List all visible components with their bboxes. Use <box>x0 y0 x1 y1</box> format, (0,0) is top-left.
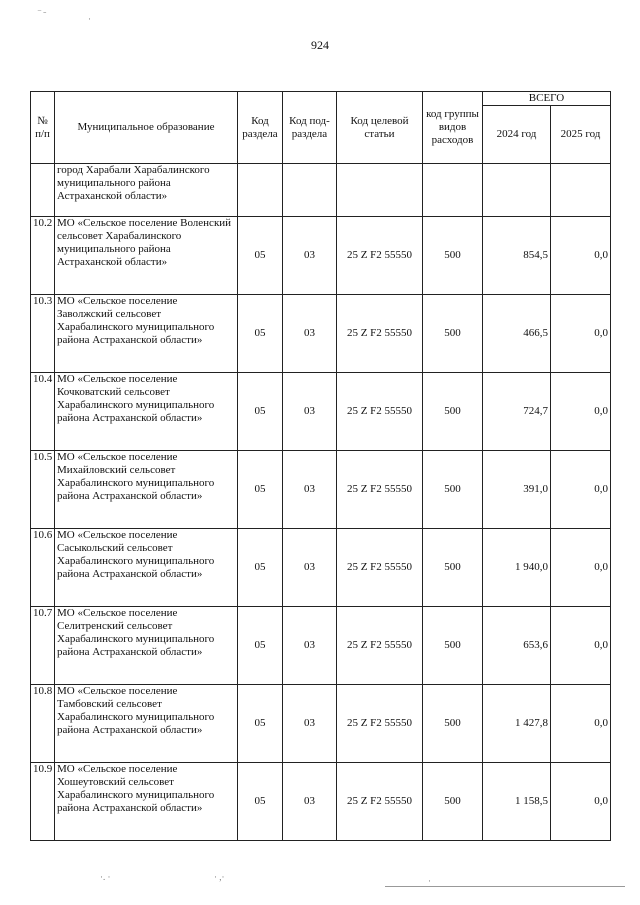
scan-mark: ‾ ˉ <box>38 10 47 20</box>
cell-num: 10.3 <box>31 295 55 373</box>
cell-2025: 0,0 <box>551 217 611 295</box>
cell-section: 05 <box>238 295 283 373</box>
cell-target: 25 Z F2 55550 <box>337 607 423 685</box>
scan-mark: · ,· <box>214 872 225 882</box>
cell-2025: 0,0 <box>551 451 611 529</box>
cell-section: 05 <box>238 451 283 529</box>
cell-group: 500 <box>423 607 483 685</box>
cell-num: 10.7 <box>31 607 55 685</box>
table-row-continued <box>31 164 611 217</box>
cell-num: 10.9 <box>31 763 55 841</box>
cell-municipality: МО «Сельское поселение Кочковатский сельсовет Харабалинского муниципального района Астраханской области» <box>55 373 238 451</box>
scan-mark: · <box>88 14 91 24</box>
header-year-2025: 2025 год <box>551 106 611 164</box>
cell-subsection: 03 <box>283 451 337 529</box>
table-row <box>31 217 611 295</box>
cell-municipality: МО «Сельское поселение Сасыкольский сельсовет Харабалинского муниципального района Астраханской области» <box>55 529 238 607</box>
cell-target: 25 Z F2 55550 <box>337 529 423 607</box>
cell-target: 25 Z F2 55550 <box>337 451 423 529</box>
cell-2024: 391,0 <box>483 451 551 529</box>
cell-target: 25 Z F2 55550 <box>337 217 423 295</box>
cell-2024 <box>483 164 551 217</box>
cell-num: 10.8 <box>31 685 55 763</box>
header-year-2024: 2024 год <box>483 106 551 164</box>
header-municipality: Муниципальное образование <box>55 92 238 164</box>
cell-subsection: 03 <box>283 373 337 451</box>
cell-subsection: 03 <box>283 295 337 373</box>
cell-2024: 1 940,0 <box>483 529 551 607</box>
cell-municipality: МО «Сельское поселение Заволжский сельсовет Харабалинского муниципального района Астраханской области» <box>55 295 238 373</box>
cell-municipality: МО «Сельское поселение Воленский сельсовет Харабалинского муниципального района Астраханской области» <box>55 217 238 295</box>
cell-municipality: МО «Сельское поселение Тамбовский сельсовет Харабалинского муниципального района Астраханской области» <box>55 685 238 763</box>
cell-num: 10.4 <box>31 373 55 451</box>
table-header-row <box>31 92 611 106</box>
cell-2024: 854,5 <box>483 217 551 295</box>
cell-section: 05 <box>238 529 283 607</box>
scan-mark: ·. · <box>100 872 111 882</box>
cell-municipality: МО «Сельское поселение Селитренский сельсовет Харабалинского муниципального района Астраханской области» <box>55 607 238 685</box>
cell-group: 500 <box>423 529 483 607</box>
cell-group: 500 <box>423 217 483 295</box>
table-row <box>31 607 611 685</box>
cell-section: 05 <box>238 763 283 841</box>
header-subsection: Код под-раздела <box>283 92 337 164</box>
cell-group: 500 <box>423 685 483 763</box>
cell-group: 500 <box>423 451 483 529</box>
cell-municipality: МО «Сельское поселение Хошеутовский сельсовет Харабалинского муниципального района Астраханской области» <box>55 763 238 841</box>
cell-subsection: 03 <box>283 607 337 685</box>
cell-2025: 0,0 <box>551 607 611 685</box>
cell-target <box>337 164 423 217</box>
table-row <box>31 685 611 763</box>
budget-table <box>30 91 611 841</box>
cell-2024: 1 427,8 <box>483 685 551 763</box>
header-section: Код раздела <box>238 92 283 164</box>
table-row <box>31 763 611 841</box>
cell-num: 10.2 <box>31 217 55 295</box>
table-row <box>31 295 611 373</box>
cell-2025: 0,0 <box>551 685 611 763</box>
table-row <box>31 529 611 607</box>
cell-subsection <box>283 164 337 217</box>
cell-num: 10.5 <box>31 451 55 529</box>
cell-subsection: 03 <box>283 685 337 763</box>
table-row <box>31 373 611 451</box>
cell-section: 05 <box>238 217 283 295</box>
cell-2025: 0,0 <box>551 295 611 373</box>
cell-group: 500 <box>423 295 483 373</box>
cell-2025 <box>551 164 611 217</box>
cell-group: 500 <box>423 763 483 841</box>
cell-municipality: МО «Сельское поселение Михайловский сельсовет Харабалинского муниципального района Астраханской области» <box>55 451 238 529</box>
cell-target: 25 Z F2 55550 <box>337 373 423 451</box>
cell-num: 10.6 <box>31 529 55 607</box>
cell-group: 500 <box>423 373 483 451</box>
cell-subsection: 03 <box>283 217 337 295</box>
table-row <box>31 451 611 529</box>
footer-line <box>385 886 625 887</box>
cell-subsection: 03 <box>283 763 337 841</box>
header-target: Код целевой статьи <box>337 92 423 164</box>
header-num: № п/п <box>31 92 55 164</box>
cell-section: 05 <box>238 607 283 685</box>
page-number: 924 <box>311 38 329 52</box>
cell-2025: 0,0 <box>551 529 611 607</box>
scan-mark: · <box>428 876 431 886</box>
cell-section <box>238 164 283 217</box>
cell-section: 05 <box>238 685 283 763</box>
cell-2024: 1 158,5 <box>483 763 551 841</box>
cell-target: 25 Z F2 55550 <box>337 763 423 841</box>
cell-num <box>31 164 55 217</box>
cell-2024: 653,6 <box>483 607 551 685</box>
cell-target: 25 Z F2 55550 <box>337 685 423 763</box>
cell-2025: 0,0 <box>551 763 611 841</box>
cell-target: 25 Z F2 55550 <box>337 295 423 373</box>
header-expense-group: код группы видов расходов <box>423 92 483 164</box>
cell-group <box>423 164 483 217</box>
cell-2024: 466,5 <box>483 295 551 373</box>
cell-subsection: 03 <box>283 529 337 607</box>
header-total: ВСЕГО <box>483 92 611 106</box>
cell-2025: 0,0 <box>551 373 611 451</box>
cell-2024: 724,7 <box>483 373 551 451</box>
cell-municipality: город Харабали Харабалинского муниципального района Астраханской области» <box>55 164 238 217</box>
cell-section: 05 <box>238 373 283 451</box>
